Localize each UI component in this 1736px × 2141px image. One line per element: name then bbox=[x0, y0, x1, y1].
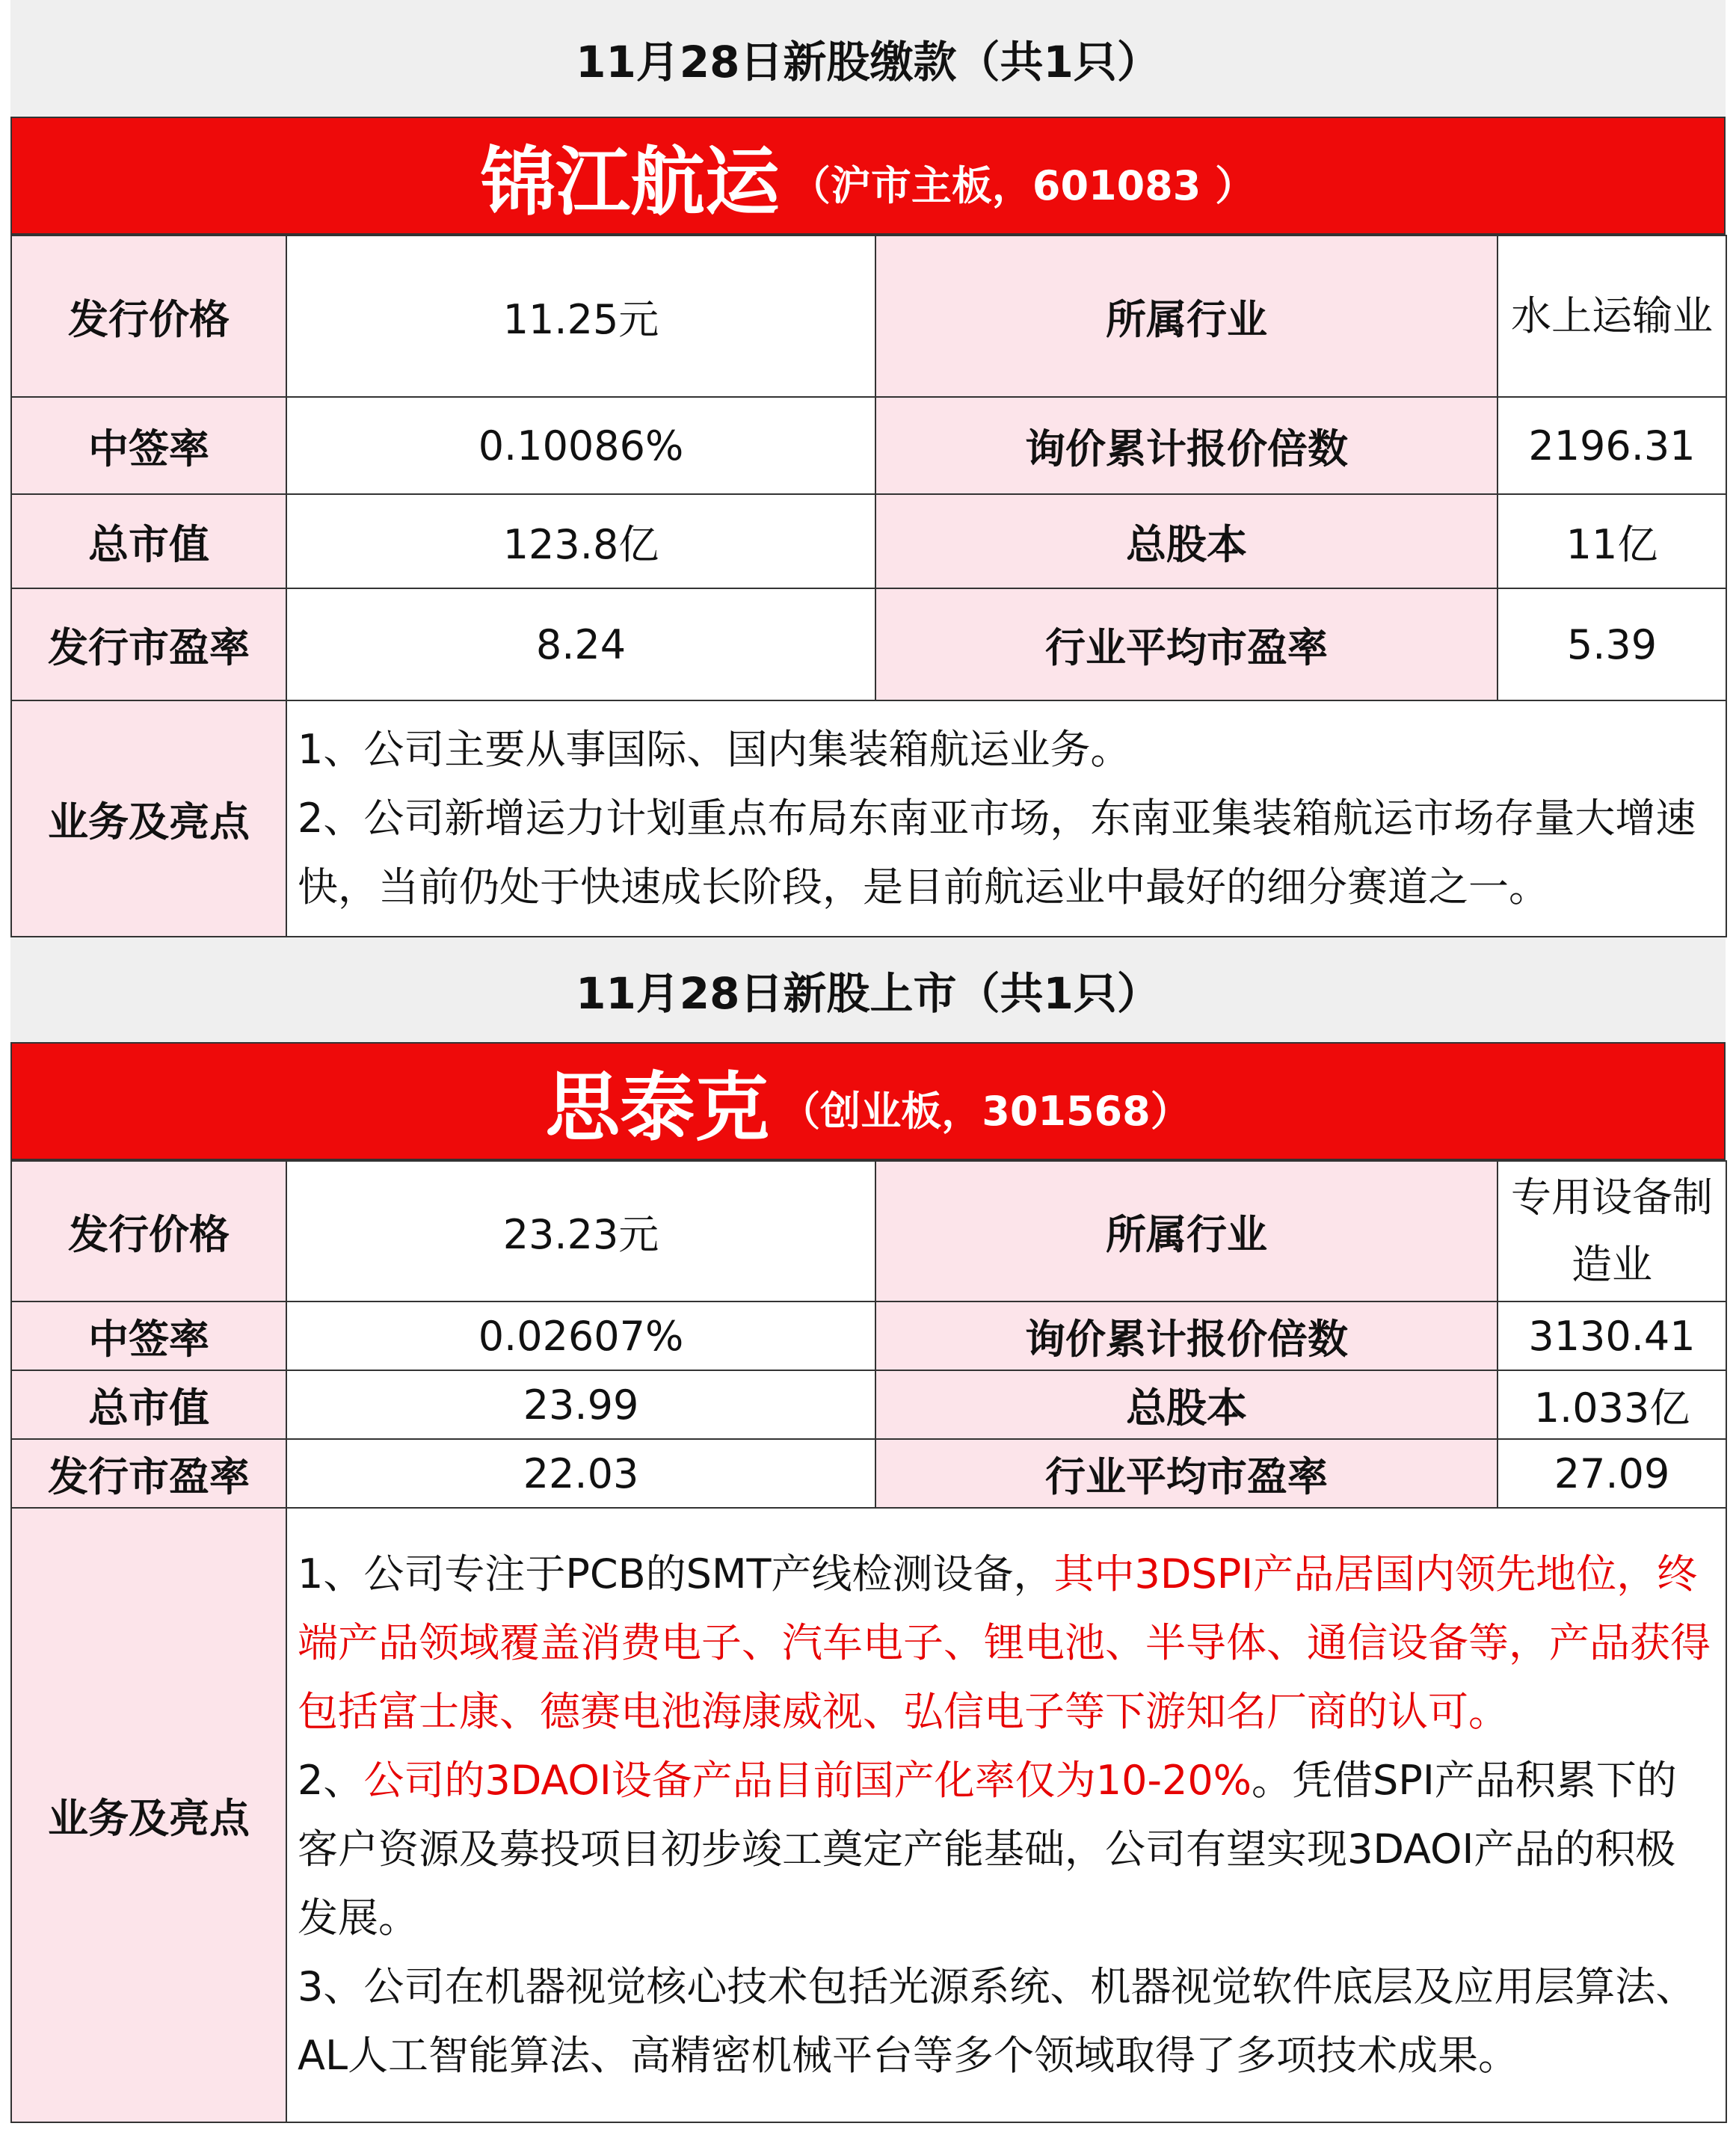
business-point-1 bbox=[298, 1540, 1715, 1746]
section1-table bbox=[10, 235, 1727, 937]
ipo-report bbox=[10, 0, 1726, 2123]
business-point-2-highlight: 公司的3DAOI设备产品目前国产化率仅为10-20% bbox=[363, 1757, 1252, 1804]
table-row bbox=[11, 235, 1726, 397]
value-cell: 22.03 bbox=[286, 1439, 875, 1508]
business-point-1: 1、公司主要从事国际、国内集装箱航运业务。 bbox=[298, 726, 1131, 773]
label-cell: 发行价格 bbox=[11, 235, 286, 397]
table-row bbox=[11, 700, 1726, 937]
label-cell: 所属行业 bbox=[875, 1161, 1498, 1301]
value-cell: 8.24 bbox=[286, 588, 875, 700]
business-description bbox=[286, 1508, 1726, 2122]
value-cell: 水上运输业 bbox=[1498, 235, 1726, 397]
label-cell: 行业平均市盈率 bbox=[875, 588, 1498, 700]
label-cell: 中签率 bbox=[11, 397, 286, 494]
value-cell: 27.09 bbox=[1498, 1439, 1726, 1508]
value-cell: 0.02607% bbox=[286, 1301, 875, 1370]
label-cell: 总市值 bbox=[11, 494, 286, 588]
business-point-2-text: 。凭借SPI产品积累下的客户资源及募投项目初步竣工奠定产能基础，公司有望实现3DAOI产品的积极发展。 bbox=[298, 1757, 1677, 1941]
label-cell: 总股本 bbox=[875, 1370, 1498, 1439]
table-row bbox=[11, 494, 1726, 588]
section1-banner bbox=[10, 117, 1726, 235]
section2-stock-name: 思泰克 bbox=[545, 1064, 770, 1151]
section1-title: 11月28日新股缴款（共1只） bbox=[10, 0, 1726, 117]
value-cell: 123.8亿 bbox=[286, 494, 875, 588]
business-point-3: 3、公司在机器视觉核心技术包括光源系统、机器视觉软件底层及应用层算法、AL人工智能算法、高精密机械平台等多个领域取得了多项技术成果。 bbox=[298, 1963, 1696, 2079]
table-row bbox=[11, 1370, 1726, 1439]
value-cell: 11亿 bbox=[1498, 494, 1726, 588]
value-cell: 2196.31 bbox=[1498, 397, 1726, 494]
label-cell: 总股本 bbox=[875, 494, 1498, 588]
value-cell: 专用设备制造业 bbox=[1498, 1161, 1726, 1301]
table-row bbox=[11, 1301, 1726, 1370]
value-cell: 23.99 bbox=[286, 1370, 875, 1439]
label-cell: 发行市盈率 bbox=[11, 1439, 286, 1508]
label-cell: 中签率 bbox=[11, 1301, 286, 1370]
business-description bbox=[286, 700, 1726, 937]
section1-stock-name: 锦江航运 bbox=[480, 138, 780, 226]
label-cell: 发行价格 bbox=[11, 1161, 286, 1301]
table-row bbox=[11, 397, 1726, 494]
business-point-2: 2、公司新增运力计划重点布局东南亚市场，东南亚集装箱航运市场存量大增速快，当前仍处于快速成长阶段，是目前航运业中最好的细分赛道之一。 bbox=[298, 795, 1696, 911]
business-point-2 bbox=[298, 1746, 1715, 1953]
label-cell: 所属行业 bbox=[875, 235, 1498, 397]
value-cell: 23.23元 bbox=[286, 1161, 875, 1301]
section2-table bbox=[10, 1160, 1727, 2123]
label-cell: 询价累计报价倍数 bbox=[875, 1301, 1498, 1370]
business-point-1-text: 1、公司专注于PCB的SMT产线检测设备， bbox=[298, 1550, 1054, 1598]
value-cell: 5.39 bbox=[1498, 588, 1726, 700]
section2-title: 11月28日新股上市（共1只） bbox=[10, 937, 1726, 1042]
label-cell: 发行市盈率 bbox=[11, 588, 286, 700]
value-cell: 1.033亿 bbox=[1498, 1370, 1726, 1439]
value-cell: 11.25元 bbox=[286, 235, 875, 397]
business-label: 业务及亮点 bbox=[11, 700, 286, 937]
table-row bbox=[11, 1161, 1726, 1301]
table-row bbox=[11, 1439, 1726, 1508]
table-row bbox=[11, 588, 1726, 700]
business-point-1-highlight: 其中3DSPI产品居国内领先地位，终端产品领域覆盖消费电子、汽车电子、锂电池、半导体、通信设备等，产品获得包括富士康、德赛电池海康威视、弘信电子等下游知名厂商的认可。 bbox=[298, 1550, 1711, 1735]
section2-banner bbox=[10, 1042, 1726, 1160]
label-cell: 询价累计报价倍数 bbox=[875, 397, 1498, 494]
table-row bbox=[11, 1508, 1726, 2122]
label-cell: 行业平均市盈率 bbox=[875, 1439, 1498, 1508]
label-cell: 总市值 bbox=[11, 1370, 286, 1439]
section1-stock-sub: （沪市主板，601083 ） bbox=[789, 161, 1256, 209]
section2-stock-sub: （创业板，301568） bbox=[780, 1087, 1191, 1135]
value-cell: 0.10086% bbox=[286, 397, 875, 494]
value-cell: 3130.41 bbox=[1498, 1301, 1726, 1370]
business-point-2-prefix: 2、 bbox=[298, 1757, 364, 1804]
business-label: 业务及亮点 bbox=[11, 1508, 286, 2122]
